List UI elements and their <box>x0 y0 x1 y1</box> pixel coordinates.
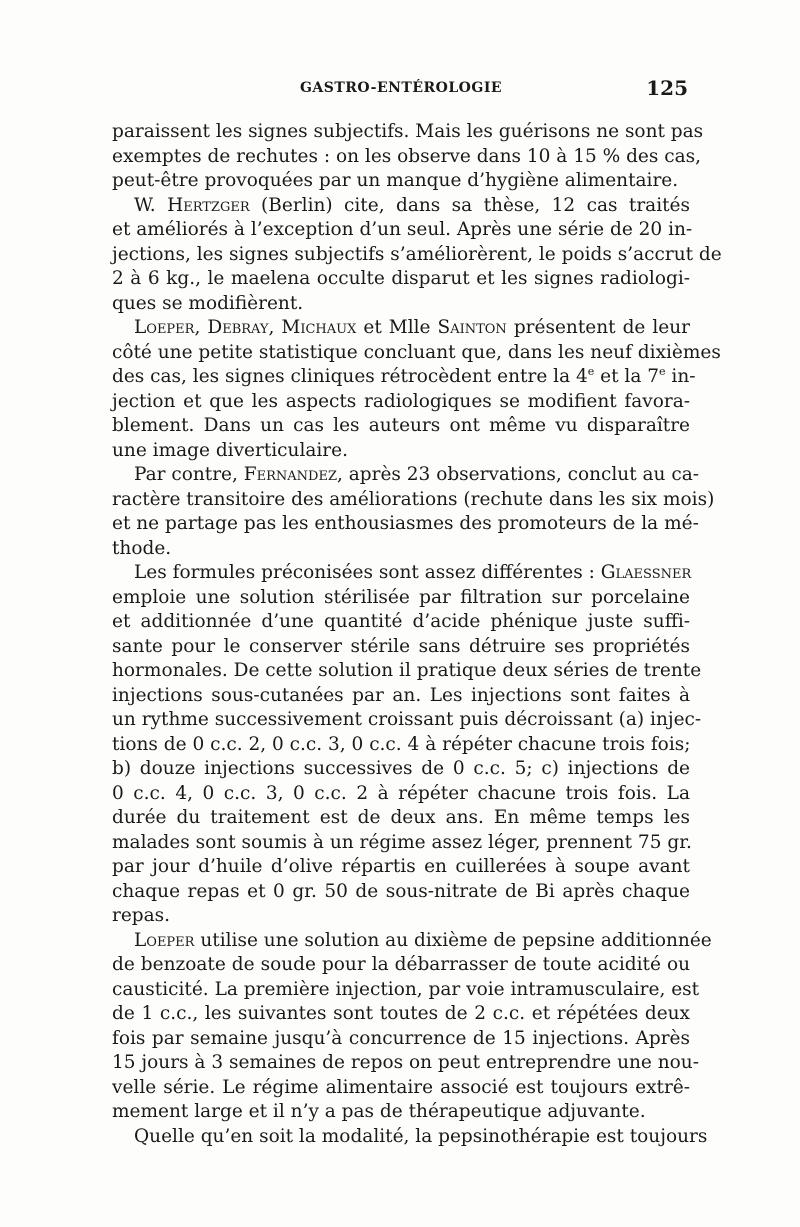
text-run: de 1 c.c., les suivantes sont toutes de 2 c.c. et répétées deux <box>112 1003 690 1024</box>
text-run: ques se modifièrent. <box>112 292 304 314</box>
text-line <box>112 463 699 488</box>
paragraph <box>112 1125 708 1150</box>
text-run: jection et que les aspects radiologiques se modifient favora- <box>112 390 690 412</box>
paragraph <box>112 120 704 194</box>
paragraph <box>112 316 721 463</box>
page-header <box>112 76 690 106</box>
text-line <box>112 1002 690 1027</box>
text-line <box>112 169 690 194</box>
running-head: GASTRO-ENTÉROLOGIE <box>299 80 503 96</box>
text-line <box>112 390 690 415</box>
paragraph <box>112 463 715 561</box>
text-run: (Berlin) cite, dans sa thèse, 12 cas traités <box>249 194 690 216</box>
text-run: mement large et il n’y a pas de thérapeutique adjuvante. <box>112 1101 646 1122</box>
text-run: de benzoate de soude pour la débarrasser de toute acidité ou <box>112 954 690 975</box>
text-run: , <box>194 317 208 338</box>
text-run: jections, les signes subjectifs s’améliorèrent, le poids s’accrut de <box>112 243 722 265</box>
author-name: Loeper <box>134 317 195 338</box>
author-name: Debray <box>207 317 269 338</box>
text-run: in- <box>665 366 696 387</box>
text-run: malades sont soumis à un régime assez léger, prennent 75 gr. <box>112 831 692 853</box>
text-run: blement. Dans un cas les auteurs ont même vu disparaître <box>112 415 690 436</box>
text-line <box>112 537 690 562</box>
text-line <box>112 316 690 341</box>
text-run: Les formules préconisées sont assez différentes : <box>134 562 601 583</box>
text-line <box>112 978 700 1003</box>
text-line <box>112 1125 708 1150</box>
text-line <box>112 267 690 292</box>
text-line <box>112 292 690 317</box>
text-run: utilise une solution au dixième de pepsine additionnée <box>194 929 712 951</box>
text-run: emploie une solution stérilisée par filtration sur porcelaine <box>112 586 690 608</box>
text-run: 15 jours à 3 semaines de repos on peut entreprendre une nou- <box>112 1052 699 1073</box>
text-line <box>112 708 702 733</box>
text-run: durée du traitement est de deux ans. En même temps les <box>112 807 690 828</box>
text-line <box>112 414 690 439</box>
text-line <box>112 1100 690 1125</box>
text-run: et ne partage pas les enthousiasmes des promoteurs de la mé- <box>112 513 699 534</box>
text-run: sante pour le conserver stérile sans détruire ses propriétés <box>112 635 690 657</box>
text-run: b) douze injections successives de 0 c.c. 5; c) injections de <box>112 758 690 779</box>
body-text <box>112 120 722 1149</box>
author-name: Loeper <box>134 929 195 951</box>
text-run: un rythme successivement croissant puis décroissant (a) injec- <box>112 709 702 730</box>
page-number: 125 <box>646 76 688 100</box>
text-line <box>112 194 690 219</box>
text-line <box>112 1027 690 1052</box>
text-run: W. <box>134 194 168 216</box>
text-run: et la 7 <box>594 366 660 387</box>
text-run: 2 à 6 kg., le maelena occulte disparut et les signes radiologi- <box>112 268 690 289</box>
text-run: paraissent les signes subjectifs. Mais les guérisons ne sont pas <box>112 121 704 142</box>
text-line <box>112 831 690 856</box>
paragraph <box>112 561 702 929</box>
text-run: 0 c.c. 4, 0 c.c. 3, 0 c.c. 2 à répéter chacune trois fois. La <box>112 782 690 804</box>
text-run: peut-être provoquées par un manque d’hygiène alimentaire. <box>112 170 679 191</box>
text-run: et additionnée d’une quantité d’acide phénique juste suffi- <box>112 611 690 632</box>
author-name: Sainton <box>437 317 507 338</box>
text-run: côté une petite statistique concluant que, dans les neuf dixièmes <box>112 341 721 363</box>
text-run: et Mlle <box>356 317 438 338</box>
text-line <box>112 757 690 782</box>
text-line <box>112 145 702 170</box>
text-line <box>112 929 712 954</box>
text-run: tions de 0 c.c. 2, 0 c.c. 3, 0 c.c. 4 à répéter chacune trois fois; <box>112 733 691 755</box>
text-line <box>112 953 690 978</box>
text-line <box>112 488 715 513</box>
text-line <box>112 659 702 684</box>
text-line <box>112 561 690 586</box>
text-run: repas. <box>112 905 171 926</box>
text-run: thode. <box>112 537 172 559</box>
text-run: , après 23 observations, conclut au ca- <box>336 464 699 485</box>
text-line <box>112 855 690 880</box>
text-line <box>112 439 690 464</box>
text-run: ractère transitoire des améliorations (rechute dans les six mois) <box>112 488 715 510</box>
text-run: une image diverticulaire. <box>112 439 348 461</box>
author-name: Glaessner <box>600 562 692 583</box>
text-run: des cas, les signes cliniques rétrocèdent entre la 4 <box>112 366 588 387</box>
text-run: fois par semaine jusqu’à concurrence de 15 injections. Après <box>112 1027 690 1049</box>
text-line <box>112 610 690 635</box>
text-line <box>112 782 690 807</box>
superscript: e <box>659 364 666 378</box>
text-line <box>112 904 690 929</box>
text-line <box>112 586 690 611</box>
text-run: et améliorés à l’exception d’un seul. Après une série de 20 in- <box>112 219 693 240</box>
text-line <box>112 880 690 905</box>
author-name: Michaux <box>281 317 357 338</box>
text-run: Par contre, <box>134 464 244 485</box>
text-line <box>112 243 722 268</box>
text-line <box>112 1076 690 1101</box>
text-line <box>112 218 693 243</box>
text-line <box>112 341 721 366</box>
text-run: hormonales. De cette solution il pratique deux séries de trente <box>112 660 702 681</box>
text-run: Quelle qu’en soit la modalité, la pepsinothérapie est toujours <box>134 1125 708 1147</box>
text-run: exemptes de rechutes : on les observe dans 10 à 15 % des cas, <box>112 145 702 167</box>
text-line <box>112 733 690 758</box>
author-name: Fernandez <box>243 464 337 485</box>
paragraph <box>112 194 722 317</box>
author-name: Hertzger <box>167 194 250 216</box>
text-run: par jour d’huile d’olive répartis en cuillerées à soupe avant <box>112 856 690 877</box>
text-line <box>112 1051 699 1076</box>
text-run: , <box>268 317 282 338</box>
text-line <box>112 512 699 537</box>
text-line <box>112 364 696 390</box>
text-run: présentent de leur <box>506 317 691 338</box>
text-run: chaque repas et 0 gr. 50 de sous-nitrate de Bi après chaque <box>112 880 690 902</box>
text-run: velle série. Le régime alimentaire associé est toujours extrê- <box>112 1076 690 1098</box>
superscript: e <box>587 364 595 378</box>
text-line <box>112 684 690 709</box>
text-line <box>112 635 690 660</box>
text-line <box>112 806 690 831</box>
text-line <box>112 120 704 145</box>
paragraph <box>112 929 712 1125</box>
text-run: causticité. La première injection, par voie intramusculaire, est <box>112 978 700 1000</box>
text-run: injections sous-cutanées par an. Les injections sont faites à <box>112 684 690 706</box>
